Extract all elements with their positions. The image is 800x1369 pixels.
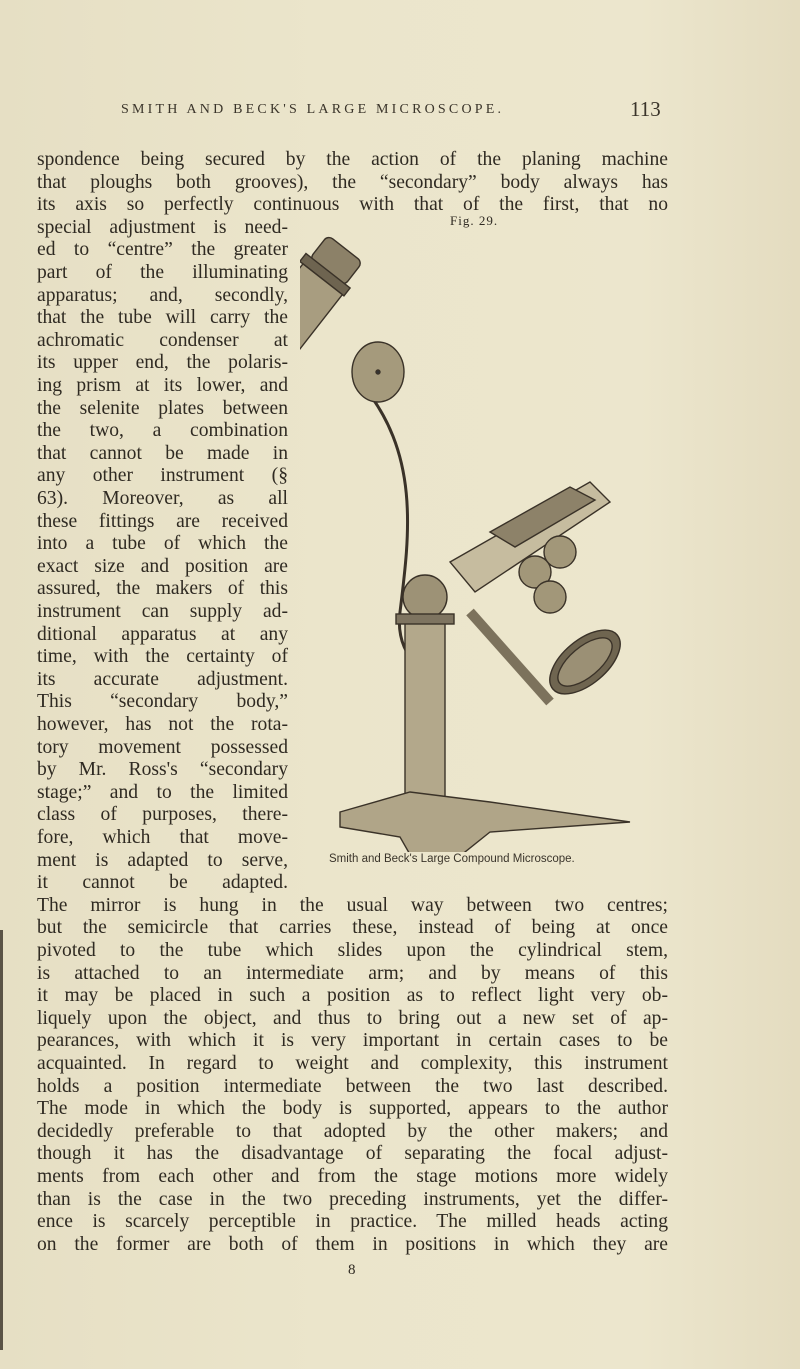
text-line-content: exact size and position are: [37, 555, 288, 577]
signature-mark: 8: [348, 1262, 356, 1278]
text-line: [37, 940, 668, 962]
text-line-content: decidedly preferable to that adopted by the other makers; and: [37, 1120, 668, 1142]
text-line: [37, 375, 288, 397]
text-line: [37, 172, 668, 194]
text-line-content: its accurate adjustment.: [37, 668, 288, 690]
text-line-content: however, has not the rota-: [37, 714, 288, 735]
text-line: [37, 239, 288, 261]
text-line-content: part of the illuminating: [37, 262, 288, 283]
figure-label: Fig. 29.: [450, 213, 499, 228]
text-line-content: assured, the makers of this: [37, 578, 288, 600]
text-line-content: though it has the disadvantage of separating the focal adjust-: [37, 1143, 668, 1165]
text-line: [37, 511, 288, 533]
text-line-content: This “secondary body,”: [37, 691, 288, 713]
text-line: [37, 1053, 668, 1075]
text-line-content: ments from each other and from the stage motions more widely: [37, 1166, 668, 1187]
text-line: [37, 285, 288, 307]
text-line: [37, 1211, 668, 1233]
text-line-content: ed to “centre” the greater: [37, 239, 288, 261]
text-line: [37, 556, 288, 578]
text-line-content: that the tube will carry the: [37, 307, 288, 329]
text-line: [37, 1166, 668, 1188]
text-line: [37, 1030, 668, 1052]
text-line-content: stage;” and to the limited: [37, 781, 288, 803]
text-line-content: instrument can supply ad-: [37, 601, 288, 622]
text-line: [37, 533, 288, 555]
text-line-content: any other instrument (§: [37, 465, 288, 487]
page-edge-shadow: [0, 930, 3, 1350]
text-line: [37, 465, 288, 487]
text-line-content: acquainted. In regard to weight and complexity, this instrument: [37, 1053, 668, 1074]
text-line: [37, 963, 668, 985]
text-line-content: that ploughs both grooves), the “secondary” body always has: [37, 171, 668, 193]
text-line-content: on the former are both of them in positions in which they are: [37, 1233, 668, 1255]
text-line-content: liquely upon the object, and thus to bring out a new set of ap-: [37, 1007, 668, 1029]
text-line-content: ment is adapted to serve,: [37, 849, 288, 871]
text-line: [37, 646, 288, 668]
text-line: [37, 578, 288, 600]
text-line-content: spondence being secured by the action of the planing machine: [37, 149, 668, 170]
text-line: [37, 691, 288, 713]
text-line: [37, 307, 288, 329]
text-line: [37, 917, 668, 939]
text-line: [37, 1143, 668, 1165]
text-line-content: ditional apparatus at any: [37, 623, 288, 645]
tripod-base: [340, 792, 630, 852]
text-line: [37, 1234, 668, 1256]
page-folio: 113: [630, 97, 661, 121]
text-line: [37, 714, 288, 736]
text-line-content: its axis so perfectly continuous with that of the first, that no: [37, 194, 668, 216]
text-line-content: The mirror is hung in the usual way between two centres;: [37, 894, 668, 916]
text-line-content: special adjustment is need-: [37, 216, 288, 238]
text-line: [37, 330, 288, 352]
text-line-content: holds a position intermediate between the two last described.: [37, 1075, 668, 1097]
text-line: [37, 669, 288, 691]
text-line-content: ing prism at its lower, and: [37, 375, 288, 396]
text-line: [37, 1008, 668, 1030]
text-line-content: The mode in which the body is supported, appears to the author: [37, 1098, 668, 1120]
text-line: [37, 488, 288, 510]
text-line: [37, 217, 288, 239]
text-line-content: ence is scarcely perceptible in practice. The milled heads acting: [37, 1211, 668, 1233]
text-line: [37, 443, 288, 465]
text-line: [37, 1098, 668, 1120]
text-line: [37, 194, 668, 216]
text-line: [37, 420, 288, 442]
text-line: [37, 782, 288, 804]
text-line-content: pearances, with which it is very important in certain cases to be: [37, 1030, 668, 1052]
text-line-content: it may be placed in such a position as to reflect light very ob-: [37, 985, 668, 1007]
text-line-content: apparatus; and, secondly,: [37, 284, 288, 306]
text-line-content: it cannot be adapted.: [37, 872, 288, 894]
text-line: [37, 737, 288, 759]
mirror: [470, 612, 631, 706]
text-line: [37, 827, 288, 849]
text-line-content: class of purposes, there-: [37, 804, 288, 826]
text-line: [37, 1121, 668, 1143]
text-line-content: by Mr. Ross's “secondary: [37, 759, 288, 781]
text-line-content: into a tube of which the: [37, 533, 288, 555]
text-line: [37, 624, 288, 646]
text-line: [37, 1076, 668, 1098]
text-line: [37, 985, 668, 1007]
text-line: [37, 895, 668, 917]
text-line-content: the selenite plates between: [37, 397, 288, 419]
text-line-content: that cannot be made in: [37, 442, 288, 464]
figure-caption: Smith and Beck's Large Compound Microscope.: [329, 853, 575, 865]
text-line-content: its upper end, the polaris-: [37, 352, 288, 374]
text-line-content: tory movement possessed: [37, 736, 288, 758]
text-line-content: these fittings are received: [37, 510, 288, 532]
text-line: [37, 149, 668, 171]
text-line: [37, 352, 288, 374]
text-line: [37, 759, 288, 781]
text-line-content: than is the case in the two preceding instruments, yet the differ-: [37, 1188, 668, 1210]
microscope-illustration: [300, 232, 660, 852]
text-line-content: pivoted to the tube which slides upon the cylindrical stem,: [37, 940, 668, 961]
text-line: [37, 850, 288, 872]
text-line-content: is attached to an intermediate arm; and by means of this: [37, 962, 668, 984]
text-line-content: but the semicircle that carries these, instead of being at once: [37, 917, 668, 939]
text-line-content: fore, which that move-: [37, 827, 288, 848]
text-line: [37, 262, 288, 284]
text-line: [37, 872, 288, 894]
text-line-content: the two, a combination: [37, 420, 288, 442]
text-line: [37, 804, 288, 826]
running-head: SMITH AND BECK'S LARGE MICROSCOPE.: [121, 102, 505, 117]
text-line-content: time, with the certainty of: [37, 646, 288, 668]
text-line-content: achromatic condenser at: [37, 329, 288, 351]
text-line-content: 63). Moreover, as all: [37, 488, 288, 509]
text-line: [37, 398, 288, 420]
text-line: [37, 1189, 668, 1211]
text-line: [37, 601, 288, 623]
